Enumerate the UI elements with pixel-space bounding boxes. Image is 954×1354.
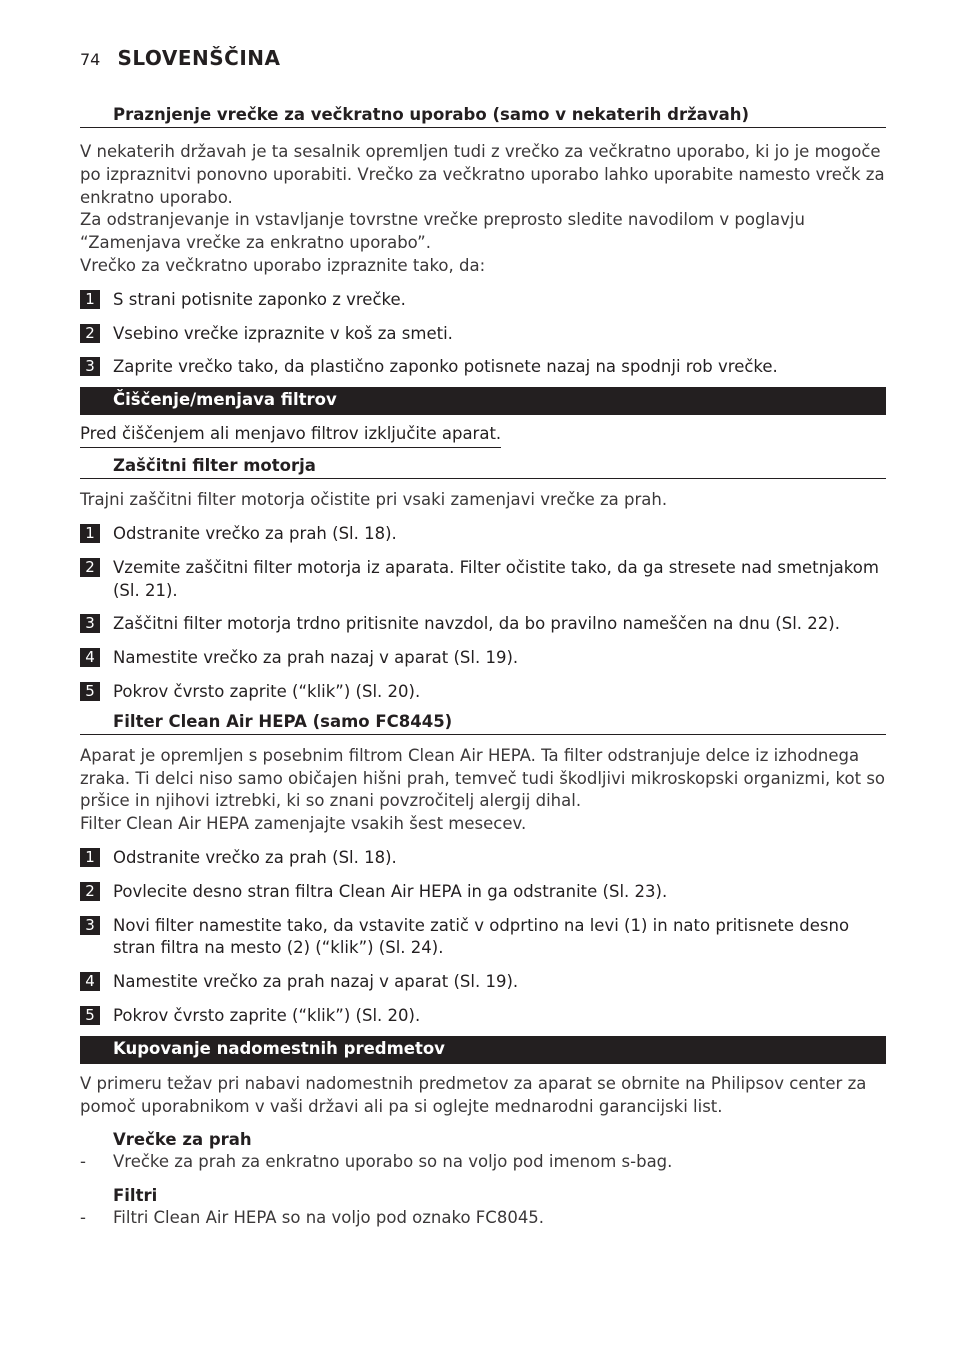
step-item	[80, 356, 886, 379]
step-number: 5	[80, 682, 100, 701]
step-item	[80, 523, 886, 546]
list-item	[80, 1207, 886, 1230]
step-number: 3	[80, 614, 100, 633]
step-text: Zaščitni filter motorja trdno pritisnite navzdol, da bo pravilno nameščen na dnu (Sl. 22).	[113, 614, 840, 634]
dash-bullet: -	[80, 1152, 86, 1172]
step-number: 3	[80, 357, 100, 376]
paragraph: Vrečko za večkratno uporabo izpraznite tako, da:	[80, 255, 486, 275]
section-heading-reusable-bag: Praznjenje vrečke za večkratno uporabo (samo v nekaterih državah)	[80, 104, 886, 128]
step-text: Namestite vrečko za prah nazaj v aparat (Sl. 19).	[113, 972, 519, 992]
step-item	[80, 915, 886, 961]
paragraph: Trajni zaščitni filter motorja očistite pri vsaki zamenjavi vrečke za prah.	[80, 490, 668, 510]
step-text: Pokrov čvrsto zaprite (“klik”) (Sl. 20).	[113, 681, 421, 701]
step-item	[80, 557, 886, 603]
step-item	[80, 881, 886, 904]
step-number: 4	[80, 972, 100, 991]
section-heading-hepa-filter: Filter Clean Air HEPA (samo FC8445)	[80, 711, 886, 735]
step-number: 1	[80, 524, 100, 543]
step-number: 2	[80, 882, 100, 901]
paragraph: Aparat je opremljen s posebnim filtrom Clean Air HEPA. Ta filter odstranjuje delce iz izhodnega zraka. Ti delci niso samo običajen hišni prah, temveč tudi škodljivi mikroskopski organizmi, kot so pršice in njihovi iztrebki, ki so znani povzročitelj alergij dihal.	[80, 745, 886, 811]
step-number: 3	[80, 916, 100, 935]
step-text: Odstranite vrečko za prah (Sl. 18).	[113, 847, 397, 867]
step-text: Povlecite desno stran filtra Clean Air HEPA in ga odstranite (Sl. 23).	[113, 881, 668, 901]
page-content	[80, 104, 886, 1230]
language-title: SLOVENŠČINA	[117, 46, 281, 70]
paragraph: Filter Clean Air HEPA zamenjajte vsakih šest mesecev.	[80, 814, 527, 834]
step-item	[80, 681, 886, 704]
step-number: 1	[80, 848, 100, 867]
step-text: Zaprite vrečko tako, da plastično zaponko potisnete nazaj na spodnji rob vrečke.	[113, 357, 778, 377]
section-bar-filters: Čiščenje/menjava filtrov	[80, 387, 886, 415]
step-item	[80, 647, 886, 670]
section-heading-motor-filter: Zaščitni filter motorja	[80, 455, 886, 479]
paragraph: V primeru težav pri nabavi nadomestnih predmetov za aparat se obrnite na Philipsov center za pomoč uporabnikom v vaši državi ali pa si oglejte mednarodni garancijski list.	[80, 1073, 867, 1116]
step-item	[80, 323, 886, 346]
step-number: 4	[80, 648, 100, 667]
step-number: 2	[80, 324, 100, 343]
step-text: S strani potisnite zaponko z vrečke.	[113, 289, 406, 309]
group-label-filters: Filtri	[113, 1186, 158, 1206]
step-number: 5	[80, 1006, 100, 1025]
paragraph: Za odstranjevanje in vstavljanje tovrstne vrečke preprosto sledite navodilom v poglavju “Zamenjava vrečke za enkratno uporabo”.	[80, 210, 805, 253]
section-bar-replacement: Kupovanje nadomestnih predmetov	[80, 1036, 886, 1064]
step-item	[80, 847, 886, 870]
step-text: Vzemite zaščitni filter motorja iz aparata. Filter očistite tako, da ga stresete nad smetnjakom (Sl. 21).	[113, 557, 879, 600]
dash-bullet: -	[80, 1208, 86, 1228]
step-item	[80, 1005, 886, 1028]
list-item-text: Filtri Clean Air HEPA so na voljo pod oznako FC8045.	[113, 1208, 545, 1228]
group-label-bags: Vrečke za prah	[113, 1130, 252, 1150]
paragraph: V nekaterih državah je ta sesalnik opremljen tudi z vrečko za večkratno uporabo, ki jo je mogoče po izpraznitvi ponovno uporabiti. Vrečko za večkratno uporabo lahko uporabite namesto vrečk za enkratno uporabo.	[80, 142, 885, 207]
page-number: 74	[80, 50, 101, 69]
step-item	[80, 289, 886, 312]
page-header	[80, 46, 280, 70]
step-item	[80, 613, 886, 636]
step-number: 1	[80, 290, 100, 309]
step-text: Namestite vrečko za prah nazaj v aparat (Sl. 19).	[113, 648, 519, 668]
warning-note: Pred čiščenjem ali menjavo filtrov izključite aparat.	[80, 423, 501, 448]
step-number: 2	[80, 558, 100, 577]
list-item-text: Vrečke za prah za enkratno uporabo so na voljo pod imenom s-bag.	[113, 1152, 673, 1172]
step-text: Vsebino vrečke izpraznite v koš za smeti.	[113, 323, 453, 343]
step-text: Odstranite vrečko za prah (Sl. 18).	[113, 523, 397, 543]
step-item	[80, 971, 886, 994]
step-text: Pokrov čvrsto zaprite (“klik”) (Sl. 20).	[113, 1005, 421, 1025]
list-item	[80, 1151, 886, 1174]
step-text: Novi filter namestite tako, da vstavite zatič v odprtino na levi (1) in nato pritisnete desno stran filtra na mesto (2) (“klik”) (Sl. 24).	[113, 915, 850, 958]
